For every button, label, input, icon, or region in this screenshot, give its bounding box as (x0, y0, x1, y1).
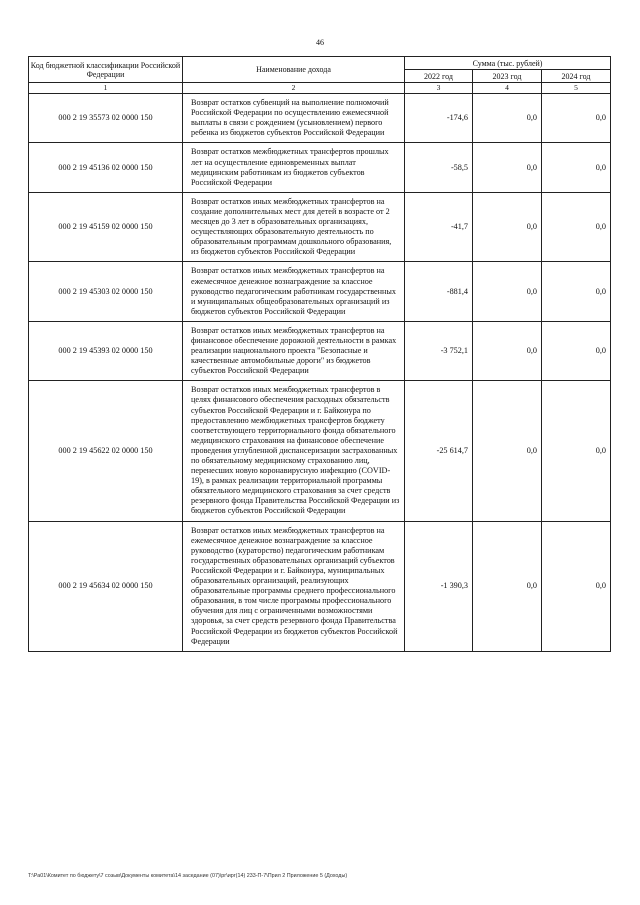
table-row (29, 262, 611, 321)
row-value-2024: 0,0 (542, 521, 611, 651)
row-value-2022: -174,6 (405, 94, 473, 143)
row-code: 000 2 19 45159 02 0000 150 (29, 192, 183, 262)
table-row (29, 521, 611, 651)
row-value-2024: 0,0 (542, 381, 611, 521)
header-sum: Сумма (тыс. рублей) (405, 57, 611, 70)
row-value-2023: 0,0 (473, 143, 542, 192)
row-value-2024: 0,0 (542, 143, 611, 192)
row-code: 000 2 19 35573 02 0000 150 (29, 94, 183, 143)
row-value-2023: 0,0 (473, 192, 542, 262)
row-value-2024: 0,0 (542, 321, 611, 380)
row-name: Возврат остатков иных межбюджетных трансфертов на создание дополнительных мест для детей в возрасте от 2 месяцев до 3 лет в образовательных организациях, осуществляющих образовательную деятельность по образовательным программам дошкольного образования, из бюджетов субъектов Российской Федерации (183, 192, 405, 262)
header-year-2022: 2022 год (405, 70, 473, 83)
row-value-2024: 0,0 (542, 192, 611, 262)
table-row (29, 192, 611, 262)
table-row (29, 94, 611, 143)
row-code: 000 2 19 45622 02 0000 150 (29, 381, 183, 521)
row-value-2022: -881,4 (405, 262, 473, 321)
col-number: 3 (405, 83, 473, 94)
row-value-2024: 0,0 (542, 262, 611, 321)
row-code: 000 2 19 45393 02 0000 150 (29, 321, 183, 380)
row-name: Возврат остатков иных межбюджетных трансфертов на финансовое обеспечение дорожной деятельности в рамках реализации национального проекта "Безопасные и качественные автомобильные дороги" из бюджетов субъектов Российской Федерации (183, 321, 405, 380)
table-row (29, 321, 611, 380)
col-number: 1 (29, 83, 183, 94)
header-code: Код бюджетной классификации Российской Федерации (29, 57, 183, 83)
row-name: Возврат остатков иных межбюджетных трансфертов в целях финансового обеспечения расходных обязательств субъектов Российской Федерации и г. Байконура по предоставлению межбюджетных трансфертов бюджету соответствующего территориального фонда обязательного медицинского страхования на финансовое обеспечение проведения углубленной диспансеризации застрахованных по обязательному медицинскому страхованию лиц, перенесших новую коронавирусную инфекцию (COVID-19), в рамках реализации территориальной программы обязательного медицинского страхования за счет средств резервного фонда Правительства Российской Федерации из бюджетов субъектов Российской Федерации (183, 381, 405, 521)
row-code: 000 2 19 45634 02 0000 150 (29, 521, 183, 651)
row-value-2023: 0,0 (473, 521, 542, 651)
row-name: Возврат остатков иных межбюджетных трансфертов на ежемесячное денежное вознаграждение за классное руководство (кураторство) педагогическим работникам государственных образовательных организаций субъектов Российской Федерации и г. Байконура, муниципальных образовательных организаций, реализующих образовательные программы среднего профессионального образования, в том числе программы профессионального обучения для лиц с ограниченными возможностями здоровья, за счет средств резервного фонда Правительства Российской Федерации из бюджетов субъектов Российской Федерации (183, 521, 405, 651)
col-number: 2 (183, 83, 405, 94)
row-value-2022: -58,5 (405, 143, 473, 192)
table-row (29, 381, 611, 521)
row-value-2022: -3 752,1 (405, 321, 473, 380)
table-row (29, 143, 611, 192)
row-code: 000 2 19 45303 02 0000 150 (29, 262, 183, 321)
header-year-2024: 2024 год (542, 70, 611, 83)
file-path-footer: T:\Pa01\Комитет по бюджету\7 созыв\Документы комитета\14 заседание (07)\рг\ирг(14) 233-П-7\Прил 2 Приложение 5 (Доходы) (28, 873, 348, 879)
header-name: Наименование дохода (183, 57, 405, 83)
page-number: 46 (316, 38, 324, 47)
row-name: Возврат остатков межбюджетных трансфертов прошлых лет на осуществление единовременных выплат медицинским работникам из бюджетов субъектов Российской Федерации (183, 143, 405, 192)
row-value-2023: 0,0 (473, 94, 542, 143)
row-name: Возврат остатков субвенций на выполнение полномочий Российской Федерации по осуществлению ежемесячной выплаты в связи с рождением (усыновлением) первого ребенка из бюджетов субъектов Российской Федерации (183, 94, 405, 143)
row-value-2022: -25 614,7 (405, 381, 473, 521)
col-number: 5 (542, 83, 611, 94)
col-number: 4 (473, 83, 542, 94)
header-year-2023: 2023 год (473, 70, 542, 83)
row-code: 000 2 19 45136 02 0000 150 (29, 143, 183, 192)
row-value-2023: 0,0 (473, 321, 542, 380)
row-value-2022: -1 390,3 (405, 521, 473, 651)
row-value-2024: 0,0 (542, 94, 611, 143)
row-value-2023: 0,0 (473, 381, 542, 521)
row-value-2023: 0,0 (473, 262, 542, 321)
row-value-2022: -41,7 (405, 192, 473, 262)
budget-table (28, 56, 611, 652)
row-name: Возврат остатков иных межбюджетных трансфертов на ежемесячное денежное вознаграждение за классное руководство педагогическим работникам государственных и муниципальных общеобразовательных организаций из бюджетов субъектов Российской Федерации (183, 262, 405, 321)
